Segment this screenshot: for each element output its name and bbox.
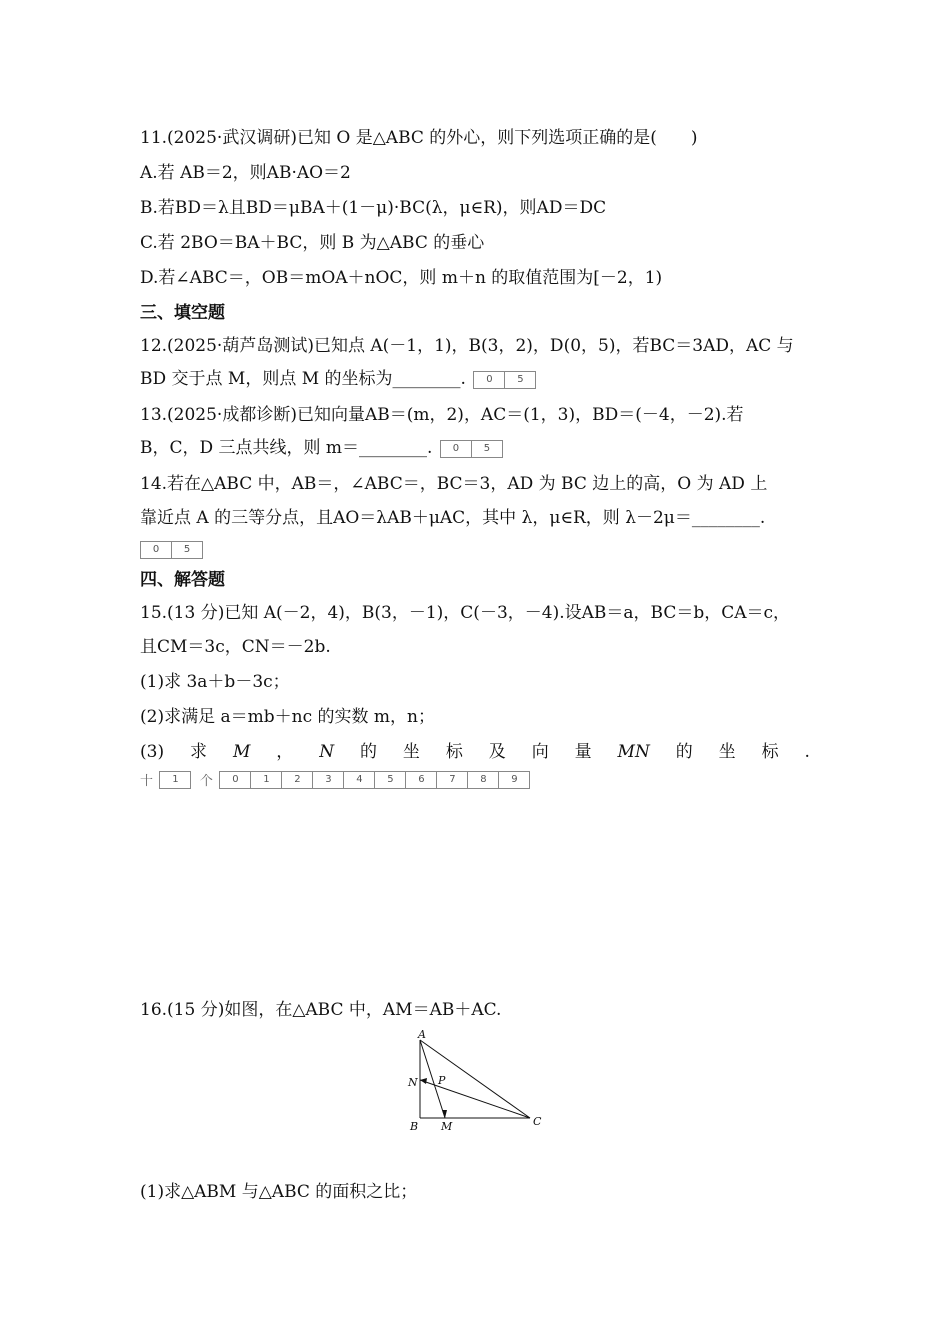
q12-line2 bbox=[140, 367, 810, 391]
label-m: M bbox=[441, 1120, 453, 1133]
q15-score-grid bbox=[140, 770, 530, 788]
q11-option-b: B.若BD＝λ且BD＝μBA＋(1－μ)·BC(λ，μ∈R)，则AD＝DC bbox=[140, 198, 607, 218]
q15-part2: (2)求满足 a＝mb＋nc 的实数 m，n； bbox=[140, 707, 435, 727]
label-n: N bbox=[408, 1076, 418, 1089]
q14-score-row bbox=[140, 537, 810, 561]
tens-label: 十 bbox=[140, 774, 154, 789]
score-cell[interactable]: 7 bbox=[437, 772, 468, 788]
score-cell[interactable]: 2 bbox=[282, 772, 313, 788]
score-cell[interactable]: 5 bbox=[517, 373, 524, 385]
q14-line2: 靠近点 A 的三等分点，且AO＝λAB＋μAC，其中 λ，μ∈R，则 λ－2μ＝________. bbox=[140, 508, 766, 528]
q15-part3-word: 标 bbox=[445, 742, 463, 762]
q15-part3-word: 坐 bbox=[718, 742, 736, 762]
q12-line1: 12.(2025·葫芦岛测试)已知点 A(－1，1)，B(3，2)，D(0，5)，若BC＝3AD，AC 与 bbox=[140, 336, 794, 356]
score-cell[interactable]: 3 bbox=[313, 772, 344, 788]
q13-line2-text: B，C，D 三点共线，则 m＝________. bbox=[140, 438, 433, 458]
score-cell[interactable]: 0 bbox=[441, 441, 472, 457]
ones-score-box[interactable] bbox=[219, 771, 530, 789]
score-cell[interactable]: 4 bbox=[344, 772, 375, 788]
q11-option-d: D.若∠ABC＝，OB＝mOA＋nOC，则 m＋n 的取值范围为[－2，1) bbox=[140, 268, 663, 288]
score-cell[interactable]: 9 bbox=[511, 773, 518, 785]
q15-part3-word: (3) bbox=[140, 742, 165, 762]
label-p: P bbox=[438, 1074, 446, 1087]
score-cell[interactable]: 0 bbox=[474, 372, 505, 388]
q15-part3 bbox=[140, 740, 810, 764]
q15-line1: 15.(13 分)已知 A(－2，4)，B(3，－1)，C(－3，－4).设AB＝a，BC＝b，CA＝c， bbox=[140, 603, 791, 623]
label-c: C bbox=[533, 1115, 542, 1128]
q11-stem: 11.(2025·武汉调研)已知 O 是△ABC 的外心，则下列选项正确的是( ) bbox=[140, 128, 698, 148]
q13-score-box[interactable] bbox=[440, 440, 503, 458]
label-a: A bbox=[418, 1030, 426, 1041]
q14-line1: 14.若在△ABC 中，AB＝，∠ABC＝，BC＝3，AD 为 BC 边上的高，O 为 AD 上 bbox=[140, 474, 768, 494]
q15-part3-word: 坐 bbox=[402, 742, 420, 762]
score-cell[interactable]: 0 bbox=[141, 542, 172, 558]
q15-part1: (1)求 3a＋b－3c； bbox=[140, 672, 290, 692]
ones-label: 个 bbox=[199, 774, 213, 789]
q15-part3-word: 的 bbox=[675, 742, 693, 762]
q15-line2: 且CM＝3c，CN＝－2b. bbox=[140, 637, 331, 657]
score-cell[interactable]: 5 bbox=[183, 543, 191, 555]
q16-stem: 16.(15 分)如图，在△ABC 中，AM＝AB＋AC. bbox=[140, 1000, 502, 1020]
q11-option-a: A.若 AB＝2，则AB·AO＝2 bbox=[140, 163, 351, 183]
label-b: B bbox=[410, 1120, 419, 1133]
tens-score-box[interactable] bbox=[159, 771, 191, 789]
q15-part3-word: 向 bbox=[531, 742, 549, 762]
score-cell[interactable]: 5 bbox=[483, 442, 491, 454]
q16-part1: (1)求△ABM 与△ABC 的面积之比； bbox=[140, 1182, 418, 1202]
q15-part3-word: MN bbox=[617, 742, 650, 762]
q15-part3-word: 的 bbox=[360, 742, 377, 762]
score-cell[interactable]: 0 bbox=[220, 772, 251, 788]
triangle-figure bbox=[400, 1030, 550, 1140]
segment-ac bbox=[420, 1040, 530, 1118]
q14-score-box[interactable] bbox=[140, 541, 203, 559]
q12-score-box[interactable] bbox=[473, 371, 536, 389]
q15-part3-word: N bbox=[319, 742, 335, 762]
score-cell[interactable]: 6 bbox=[406, 772, 437, 788]
q15-part3-word: ， bbox=[276, 742, 294, 762]
q15-part3-word: . bbox=[804, 742, 810, 762]
score-cell[interactable]: 1 bbox=[172, 773, 179, 785]
q15-part3-word: 求 bbox=[190, 742, 208, 762]
arrow-head-n bbox=[420, 1078, 427, 1084]
score-cell[interactable]: 1 bbox=[251, 772, 282, 788]
segment-nc bbox=[420, 1080, 530, 1118]
section-fill-in-heading: 三、填空题 bbox=[140, 303, 225, 323]
q12-line2-text: BD 交于点 M，则点 M 的坐标为________. bbox=[140, 369, 466, 389]
score-cell[interactable]: 5 bbox=[375, 772, 406, 788]
q15-part3-word: 标 bbox=[761, 742, 779, 762]
q15-part3-word: M bbox=[232, 742, 251, 762]
q13-line2 bbox=[140, 436, 810, 460]
score-cell[interactable]: 8 bbox=[468, 772, 499, 788]
q11-option-c: C.若 2BO＝BA＋BC，则 B 为△ABC 的垂心 bbox=[140, 233, 485, 253]
q15-part3-word: 量 bbox=[574, 742, 592, 762]
q13-line1: 13.(2025·成都诊断)已知向量AB＝(m，2)，AC＝(1，3)，BD＝(－4，－2).若 bbox=[140, 405, 744, 425]
q15-part3-word: 及 bbox=[488, 742, 506, 762]
section-solution-heading: 四、解答题 bbox=[140, 570, 225, 590]
